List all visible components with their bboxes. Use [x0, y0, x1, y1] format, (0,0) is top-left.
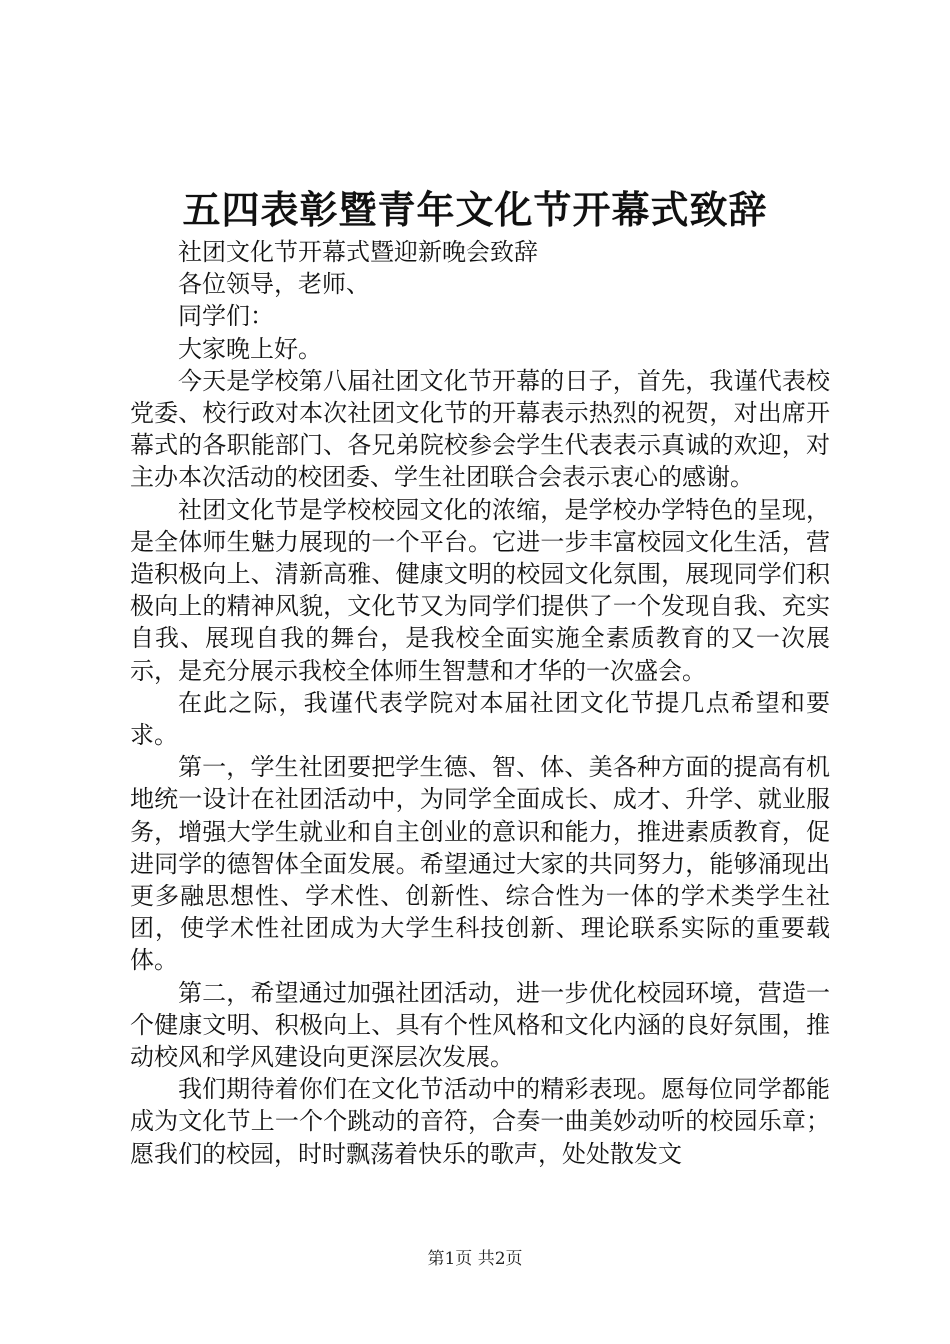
- paragraph-subtitle: 社团文化节开幕式暨迎新晚会致辞: [178, 238, 538, 266]
- paragraph-opening: 今天是学校第八届社团文化节开幕的日子，首先，我谨代表校党委、校行政对本次社团文化节的开幕表示热烈的祝贺，对出席开幕式的各职能部门、各兄弟院校参会学生代表表示真诚的欢迎，对主办本次活动的校团委、学生社团联合会表示衷心的感谢。: [130, 366, 830, 492]
- paragraph-point-one: 第一，学生社团要把学生德、智、体、美各种方面的提高有机地统一设计在社团活动中，为同学全面成长、成才、升学、就业服务，增强大学生就业和自主创业的意识和能力，推进素质教育，促进同学的德智体全面发展。希望通过大家的共同努力，能够涌现出更多融思想性、学术性、创新性、综合性为一体的学术类学生社团，使学术性社团成为大学生科技创新、理论联系实际的重要载体。: [130, 753, 830, 975]
- document-title: 五四表彰暨青年文化节开幕式致辞: [182, 187, 768, 232]
- paragraph-requirements-intro: 在此之际，我谨代表学院对本届社团文化节提几点希望和要求。: [130, 688, 830, 750]
- page-number-footer: 第1页 共2页: [427, 1249, 523, 1269]
- paragraph-salutation-2: 同学们：: [178, 302, 274, 331]
- paragraph-point-two: 第二，希望通过加强社团活动，进一步优化校园环境，营造一个健康文明、积极向上、具有个性风格和文化内涵的良好氛围，推动校风和学风建设向更深层次发展。: [130, 978, 830, 1072]
- paragraph-festival-meaning: 社团文化节是学校校园文化的浓缩，是学校办学特色的呈现，是全体师生魅力展现的一个平台。它进一步丰富校园文化生活，营造积极向上、清新高雅、健康文明的校园文化氛围，展现同学们积极向上的精神风貌，文化节又为同学们提供了一个发现自我、充实自我、展现自我的舞台，是我校全面实施全素质教育的又一次展示，是充分展示我校全体师生智慧和才华的一次盛会。: [130, 495, 830, 685]
- paragraph-salutation-1: 各位领导，老师、: [178, 270, 370, 299]
- document-body: [130, 236, 830, 1170]
- paragraph-greeting: 大家晚上好。: [178, 334, 322, 363]
- paragraph-closing: 我们期待着你们在文化节活动中的精彩表现。愿每位同学都能成为文化节上一个个跳动的音符，合奏一曲美妙动听的校园乐章；愿我们的校园，时时飘荡着快乐的歌声，处处散发文: [130, 1075, 830, 1168]
